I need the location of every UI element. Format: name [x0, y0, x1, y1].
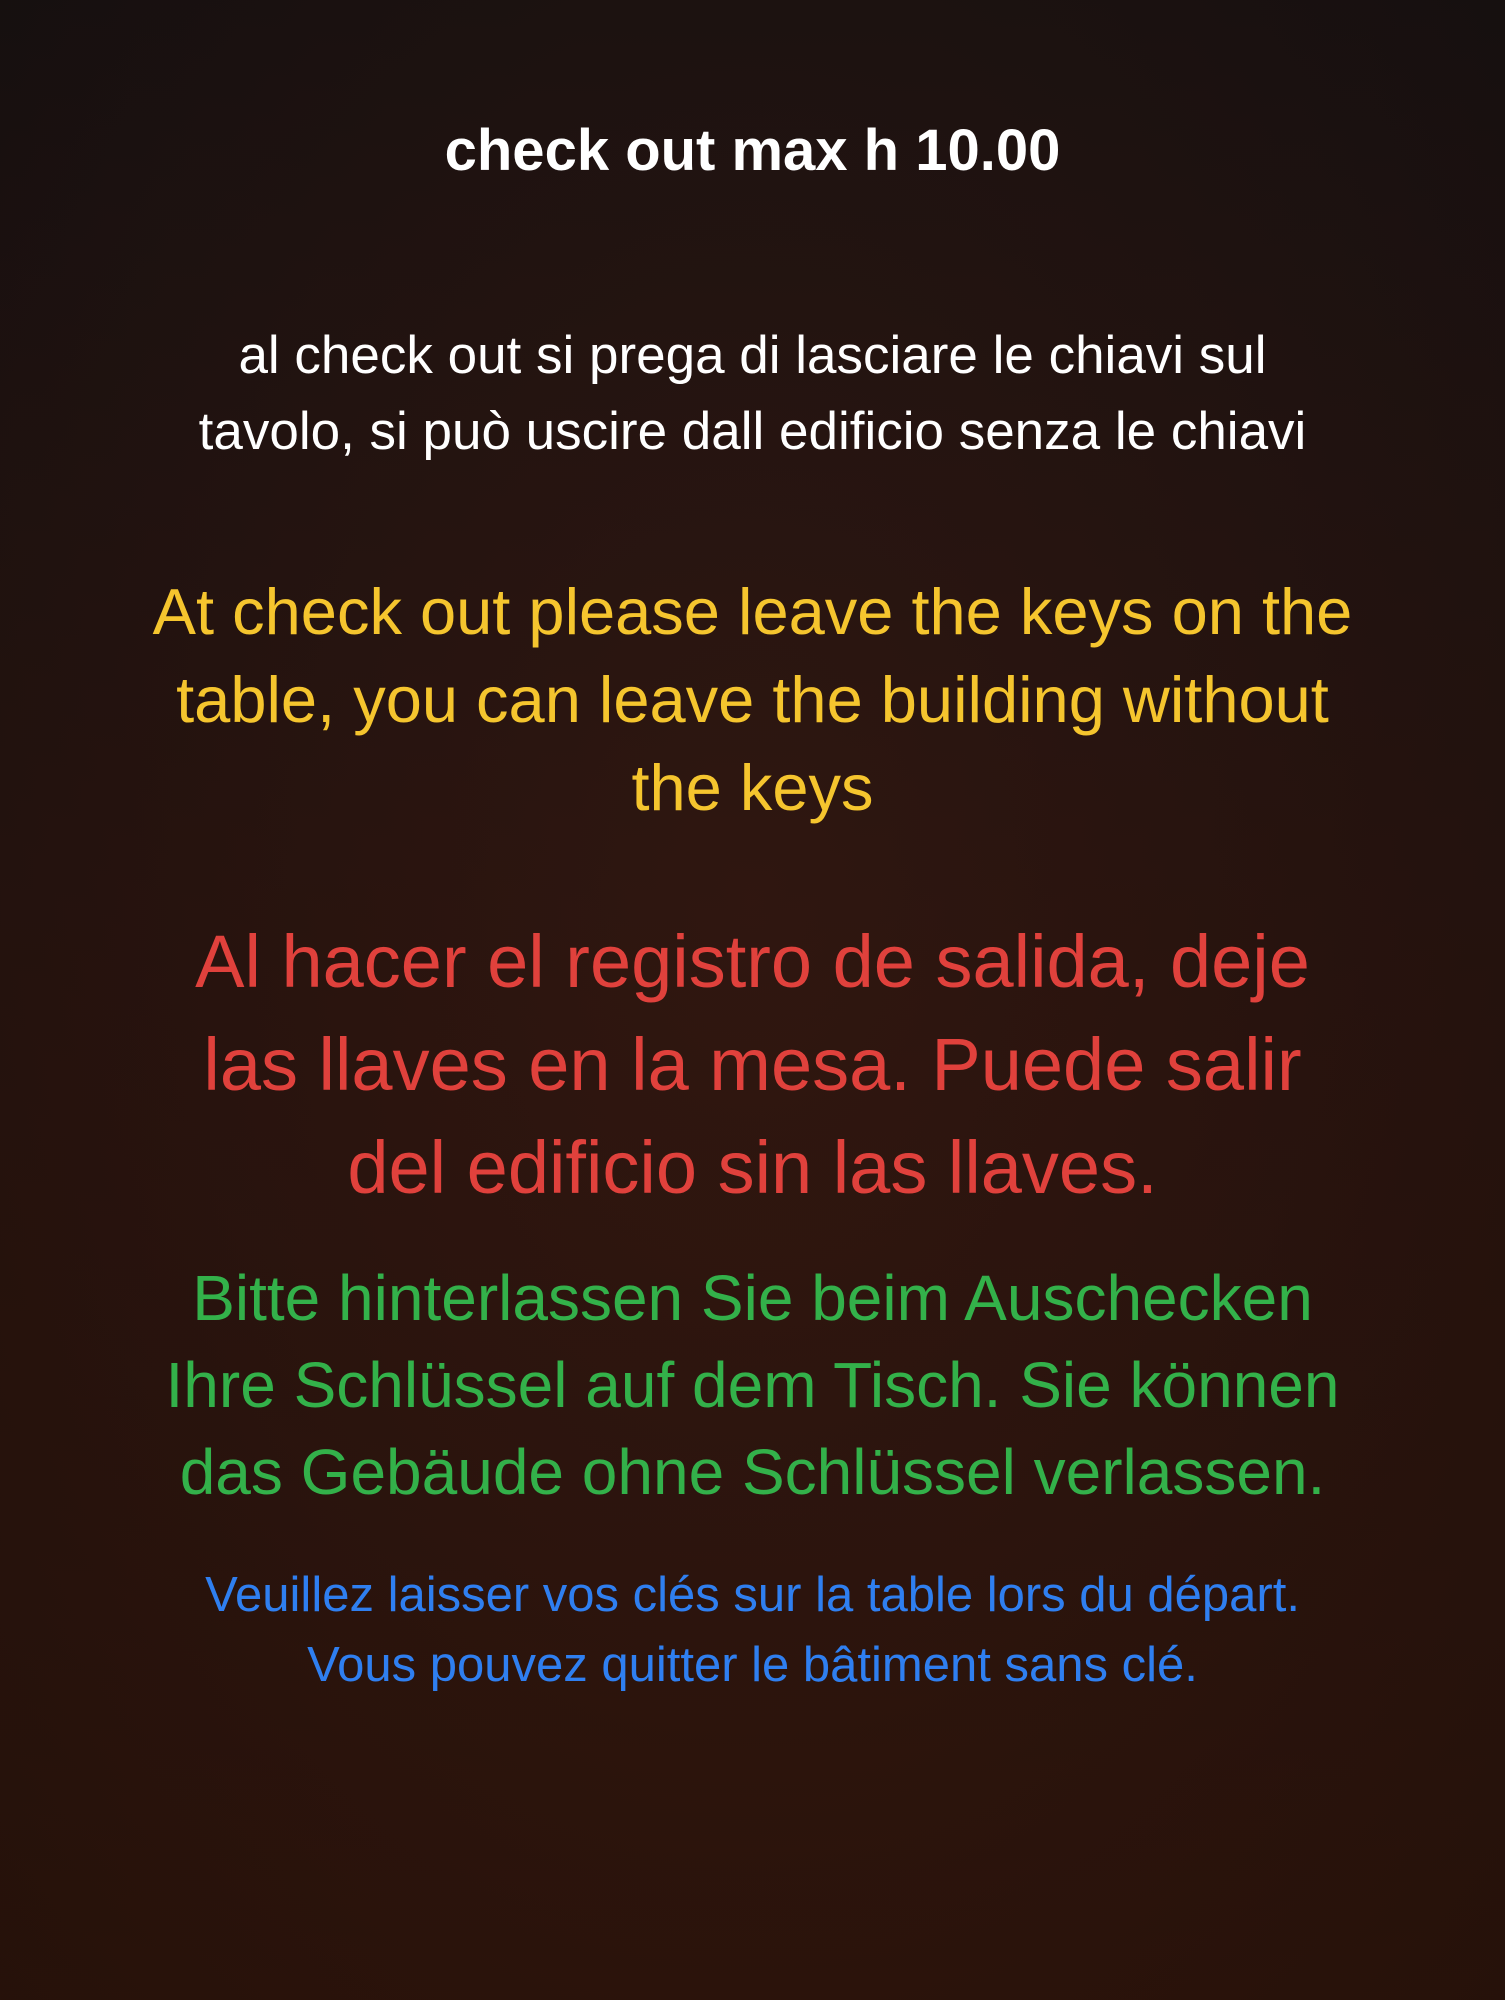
german-line: Ihre Schlüssel auf dem Tisch. Sie können: [165, 1349, 1340, 1421]
instructions-french: [0, 1560, 1505, 1700]
italian-line: al check out si prega di lasciare le chiavi sul: [238, 326, 1267, 385]
spanish-line: las llaves en la mesa. Puede salir: [203, 1023, 1302, 1106]
german-line: Bitte hinterlassen Sie beim Auschecken: [192, 1262, 1313, 1334]
instructions-italian: [0, 318, 1505, 470]
english-line: At check out please leave the keys on the: [152, 575, 1353, 648]
french-line: Vous pouvez quitter le bâtiment sans clé.: [307, 1638, 1198, 1692]
instructions-english: [0, 568, 1505, 832]
english-line: the keys: [631, 751, 874, 824]
english-line: table, you can leave the building without: [176, 663, 1329, 736]
instructions-german: [0, 1255, 1505, 1516]
german-line: das Gebäude ohne Schlüssel verlassen.: [179, 1436, 1326, 1508]
italian-line: tavolo, si può uscire dall edificio senza le chiavi: [198, 402, 1307, 461]
spanish-line: del edificio sin las llaves.: [347, 1126, 1158, 1209]
spanish-line: Al hacer el registro de salida, deje: [195, 920, 1310, 1003]
french-line: Veuillez laisser vos clés sur la table lors du départ.: [205, 1568, 1300, 1622]
checkout-time-title-text: check out max h 10.00: [444, 118, 1061, 183]
instructions-spanish: [0, 910, 1505, 1219]
checkout-time-title: [0, 112, 1505, 190]
